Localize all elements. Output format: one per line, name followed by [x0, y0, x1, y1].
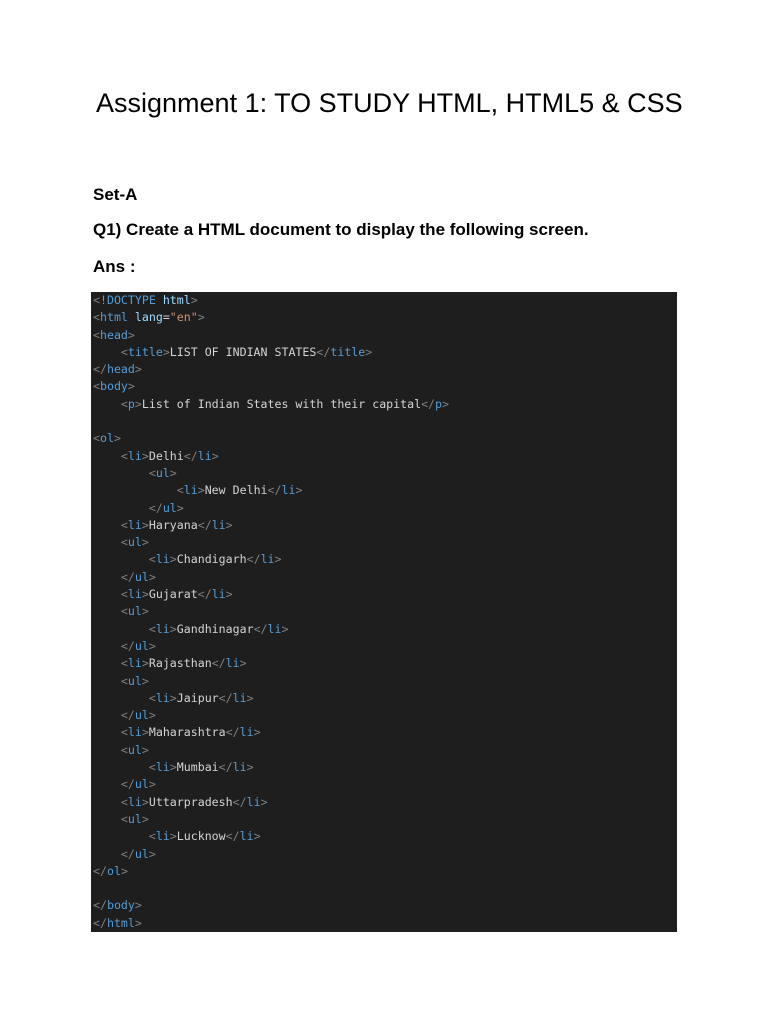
- code-token: Chandigarh: [176, 552, 247, 567]
- code-token: <: [120, 725, 128, 740]
- code-token: [93, 552, 149, 566]
- code-token: </: [120, 708, 135, 723]
- code-token: </: [197, 587, 212, 602]
- code-token: [93, 777, 121, 791]
- code-line: [91, 396, 677, 413]
- code-token: li: [155, 621, 170, 636]
- code-token: [93, 587, 121, 601]
- code-token: li: [232, 760, 247, 775]
- code-token: </: [93, 362, 107, 377]
- code-token: <: [148, 829, 156, 844]
- code-token: >: [141, 517, 149, 532]
- code-token: <: [120, 396, 128, 411]
- code-token: >: [197, 310, 205, 325]
- code-token: ol: [99, 431, 114, 446]
- code-line: [91, 655, 677, 672]
- code-line: [91, 707, 677, 724]
- code-line: [91, 811, 677, 828]
- code-token: Lucknow: [176, 829, 226, 844]
- code-token: li: [225, 656, 240, 671]
- code-line: [91, 569, 677, 586]
- code-token: ul: [155, 465, 170, 480]
- code-token: [93, 708, 121, 722]
- code-line: [91, 621, 677, 638]
- code-line: [91, 534, 677, 551]
- code-token: >: [281, 621, 289, 636]
- code-token: >: [442, 396, 450, 411]
- code-token: li: [281, 483, 296, 498]
- code-token: "en": [169, 310, 198, 325]
- code-token: [93, 829, 149, 843]
- code-token: [93, 795, 121, 809]
- code-line: [91, 517, 677, 534]
- code-line: [91, 430, 677, 447]
- code-token: </: [183, 448, 198, 463]
- code-token: <: [148, 760, 156, 775]
- code-token: [93, 397, 121, 411]
- code-token: >: [113, 431, 121, 446]
- code-token: >: [176, 500, 184, 515]
- code-token: [93, 501, 149, 515]
- code-token: >: [260, 794, 268, 809]
- code-line: [91, 413, 677, 430]
- code-token: Uttarpradesh: [148, 794, 233, 809]
- code-token: [93, 483, 177, 497]
- code-token: New Delhi: [204, 483, 268, 498]
- code-token: ul: [134, 846, 149, 861]
- code-token: >: [225, 587, 233, 602]
- code-line: [91, 344, 677, 361]
- code-line: [91, 586, 677, 603]
- code-token: </: [211, 656, 226, 671]
- code-token: <: [120, 794, 128, 809]
- code-token: html: [99, 310, 128, 325]
- code-token: Jaipur: [176, 690, 219, 705]
- code-line: [91, 828, 677, 845]
- code-token: li: [155, 829, 170, 844]
- code-token: <: [148, 465, 156, 480]
- code-token: </: [120, 638, 135, 653]
- code-token: li: [246, 794, 261, 809]
- code-token: <: [93, 379, 100, 394]
- code-token: li: [127, 725, 142, 740]
- code-line: [91, 551, 677, 568]
- code-line: [91, 776, 677, 793]
- code-token: >: [141, 587, 149, 602]
- code-line: [91, 759, 677, 776]
- code-token: >: [239, 656, 247, 671]
- code-line: [91, 794, 677, 811]
- code-token: <: [93, 431, 100, 446]
- code-line: [91, 915, 677, 932]
- code-token: </: [421, 396, 436, 411]
- code-token: >: [141, 604, 149, 619]
- code-token: <: [120, 673, 128, 688]
- code-token: <: [120, 587, 128, 602]
- code-token: [93, 345, 121, 359]
- code-token: >: [127, 327, 135, 342]
- code-token: >: [141, 794, 149, 809]
- code-line: [91, 603, 677, 620]
- code-token: >: [148, 638, 156, 653]
- code-token: >: [169, 690, 177, 705]
- code-token: >: [246, 760, 254, 775]
- code-token: [93, 725, 121, 739]
- code-token: body: [106, 898, 135, 913]
- code-token: >: [134, 362, 142, 377]
- code-line: [91, 880, 677, 897]
- code-token: >: [162, 344, 170, 359]
- code-token: <: [148, 552, 156, 567]
- code-token: >: [141, 448, 149, 463]
- code-token: [93, 847, 121, 861]
- code-token: >: [148, 708, 156, 723]
- code-token: >: [274, 552, 282, 567]
- code-token: ul: [127, 742, 142, 757]
- code-token: [93, 691, 149, 705]
- code-token: Maharashtra: [148, 725, 226, 740]
- code-line: [91, 690, 677, 707]
- code-token: </: [225, 725, 240, 740]
- code-token: </: [93, 863, 107, 878]
- code-token: Delhi: [148, 448, 184, 463]
- code-snippet: [91, 292, 677, 932]
- code-token: li: [211, 587, 226, 602]
- code-token: [93, 570, 121, 584]
- set-label: Set-A: [93, 185, 138, 204]
- code-token: li: [183, 483, 198, 498]
- code-token: >: [141, 725, 149, 740]
- code-token: <: [176, 483, 184, 498]
- code-token: li: [239, 829, 254, 844]
- code-token: >: [134, 915, 142, 930]
- code-token: >: [141, 656, 149, 671]
- code-line: [91, 846, 677, 863]
- question-text: Q1) Create a HTML document to display the following screen.: [93, 220, 589, 239]
- code-token: </: [197, 517, 212, 532]
- code-token: ul: [162, 500, 177, 515]
- code-token: </: [93, 898, 107, 913]
- code-token: </: [225, 829, 240, 844]
- code-token: <: [148, 690, 156, 705]
- code-token: <: [148, 621, 156, 636]
- code-token: >: [169, 760, 177, 775]
- code-line: [91, 673, 677, 690]
- code-token: ul: [134, 638, 149, 653]
- code-token: ul: [134, 569, 149, 584]
- code-token: >: [190, 293, 198, 307]
- code-token: li: [260, 552, 275, 567]
- code-token: List of Indian States with their capital: [141, 396, 422, 411]
- code-token: >: [134, 898, 142, 913]
- code-token: <: [120, 811, 128, 826]
- code-token: >: [246, 690, 254, 705]
- code-token: [93, 674, 121, 688]
- code-token: <: [120, 535, 128, 550]
- code-token: ul: [127, 673, 142, 688]
- code-token: >: [141, 535, 149, 550]
- code-token: </: [218, 690, 233, 705]
- code-token: p: [435, 396, 443, 411]
- code-token: li: [211, 517, 226, 532]
- code-token: [93, 639, 121, 653]
- document-title: Assignment 1: TO STUDY HTML, HTML5 & CSS: [96, 88, 683, 118]
- code-line: [91, 361, 677, 378]
- code-token: <: [120, 742, 128, 757]
- code-token: li: [127, 587, 142, 602]
- code-token: >: [148, 846, 156, 861]
- code-token: </: [267, 483, 282, 498]
- code-token: li: [127, 656, 142, 671]
- code-token: >: [134, 396, 142, 411]
- code-token: <: [120, 517, 128, 532]
- code-token: Haryana: [148, 517, 198, 532]
- code-token: [93, 656, 121, 670]
- code-token: li: [127, 448, 142, 463]
- code-token: </: [246, 552, 261, 567]
- code-token: </: [232, 794, 247, 809]
- code-token: li: [267, 621, 282, 636]
- code-token: li: [127, 517, 142, 532]
- code-token: >: [148, 569, 156, 584]
- code-token: Gujarat: [148, 587, 198, 602]
- code-token: </: [316, 344, 331, 359]
- code-token: lang: [134, 310, 163, 325]
- code-line: [91, 742, 677, 759]
- code-token: >: [211, 448, 219, 463]
- code-line: [91, 863, 677, 880]
- code-line: [91, 309, 677, 326]
- code-line: [91, 465, 677, 482]
- code-token: <: [93, 327, 100, 342]
- code-token: >: [169, 465, 177, 480]
- code-token: >: [148, 777, 156, 792]
- code-token: [156, 293, 163, 307]
- code-token: <: [93, 310, 100, 325]
- code-token: </: [148, 500, 163, 515]
- code-token: li: [127, 794, 142, 809]
- code-token: !DOCTYPE: [99, 293, 156, 307]
- code-token: >: [253, 725, 261, 740]
- code-token: <: [120, 604, 128, 619]
- code-token: p: [127, 396, 135, 411]
- code-token: >: [169, 621, 177, 636]
- code-token: </: [93, 915, 107, 930]
- code-token: ul: [127, 535, 142, 550]
- code-token: title: [330, 344, 366, 359]
- code-token: >: [141, 742, 149, 757]
- code-token: [93, 604, 121, 618]
- code-line: [91, 482, 677, 499]
- code-token: </: [120, 569, 135, 584]
- code-token: html: [162, 293, 191, 307]
- code-token: >: [169, 829, 177, 844]
- code-token: </: [120, 777, 135, 792]
- code-token: [93, 743, 121, 757]
- code-token: [93, 449, 121, 463]
- code-token: <: [93, 293, 100, 307]
- code-token: >: [169, 552, 177, 567]
- code-token: li: [197, 448, 212, 463]
- code-token: <: [120, 344, 128, 359]
- code-token: ul: [134, 777, 149, 792]
- code-token: body: [99, 379, 128, 394]
- code-token: >: [120, 863, 128, 878]
- code-token: head: [106, 362, 135, 377]
- code-token: =: [162, 310, 170, 325]
- code-token: [93, 760, 149, 774]
- code-token: >: [127, 379, 135, 394]
- code-token: </: [253, 621, 268, 636]
- code-token: >: [225, 517, 233, 532]
- code-line: [91, 897, 677, 914]
- answer-label: Ans :: [93, 257, 136, 276]
- code-token: li: [239, 725, 254, 740]
- code-token: Mumbai: [176, 760, 219, 775]
- code-token: Rajasthan: [148, 656, 212, 671]
- code-line: [91, 378, 677, 395]
- code-token: ul: [127, 811, 142, 826]
- code-token: <: [120, 448, 128, 463]
- code-token: LIST OF INDIAN STATES: [169, 344, 317, 359]
- code-token: [93, 466, 149, 480]
- code-token: >: [141, 811, 149, 826]
- code-token: ul: [127, 604, 142, 619]
- code-token: Gandhinagar: [176, 621, 254, 636]
- code-token: >: [141, 673, 149, 688]
- code-token: title: [127, 344, 163, 359]
- code-line: [91, 448, 677, 465]
- code-token: ol: [106, 863, 121, 878]
- code-token: li: [232, 690, 247, 705]
- code-token: head: [99, 327, 128, 342]
- code-token: ul: [134, 708, 149, 723]
- code-line: [91, 638, 677, 655]
- code-token: [93, 812, 121, 826]
- code-token: </: [218, 760, 233, 775]
- code-token: [93, 518, 121, 532]
- code-line: [91, 724, 677, 741]
- code-token: <: [120, 656, 128, 671]
- code-token: html: [106, 915, 135, 930]
- code-token: [93, 622, 149, 636]
- code-token: [93, 535, 121, 549]
- code-token: li: [155, 552, 170, 567]
- code-token: li: [155, 690, 170, 705]
- code-token: >: [365, 344, 373, 359]
- code-token: [128, 310, 135, 324]
- code-line: [91, 500, 677, 517]
- code-token: >: [253, 829, 261, 844]
- code-token: >: [197, 483, 205, 498]
- code-line: [91, 327, 677, 344]
- code-line: [91, 292, 677, 309]
- code-token: li: [155, 760, 170, 775]
- code-token: </: [120, 846, 135, 861]
- code-token: >: [295, 483, 303, 498]
